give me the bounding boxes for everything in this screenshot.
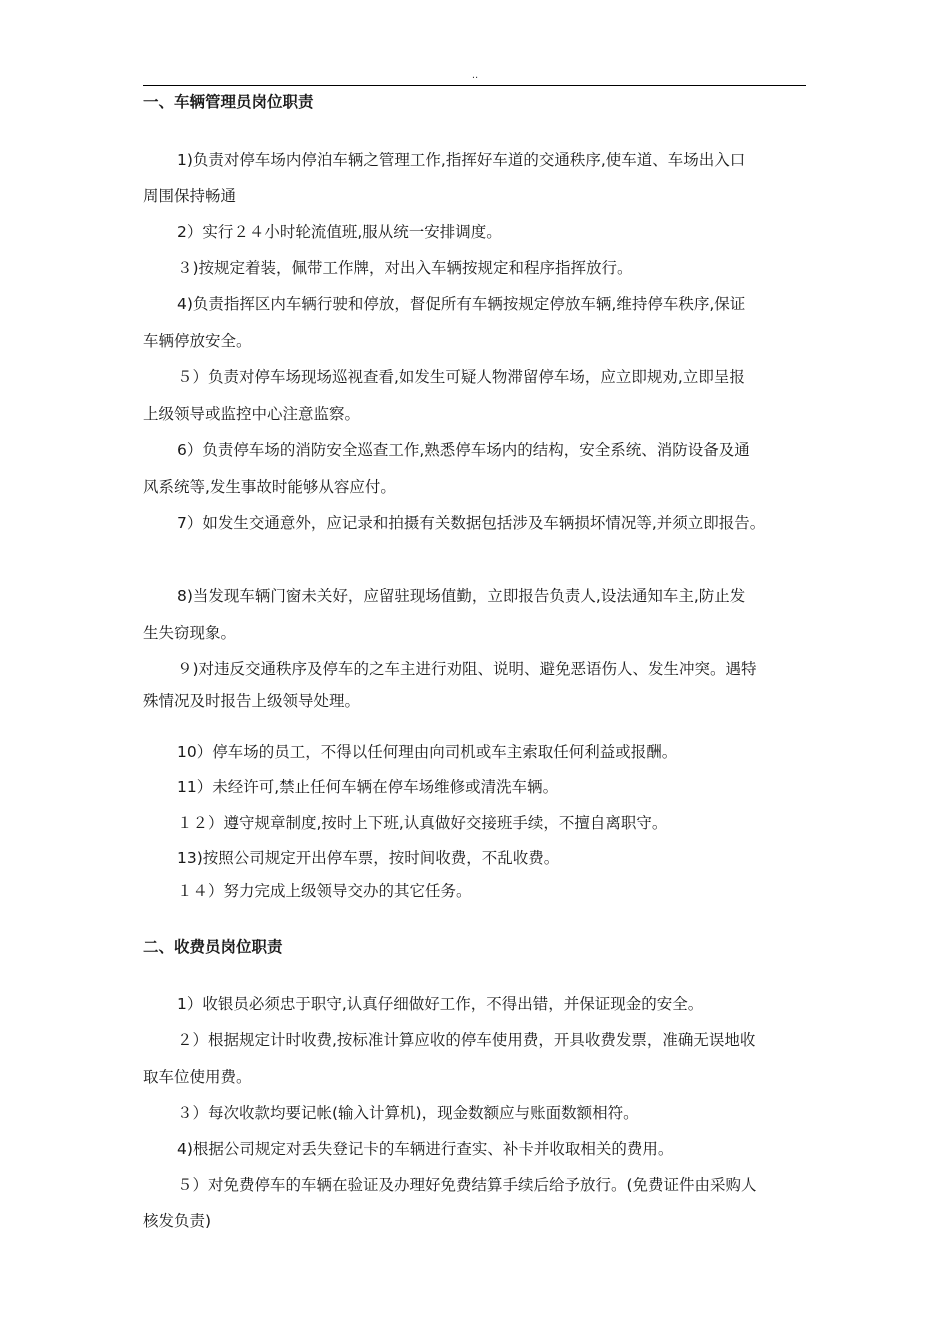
paragraph-line: 周围保持畅通	[143, 187, 237, 205]
paragraph-line: 上级领导或监控中心注意监察。	[143, 405, 361, 423]
paragraph-line: 4)根据公司规定对丢失登记卡的车辆进行查实、补卡并收取相关的费用。	[177, 1140, 674, 1158]
paragraph-line: 4)负责指挥区内车辆行驶和停放，督促所有车辆按规定停放车辆,维持停车秩序,保证	[177, 295, 746, 313]
paragraph-line: ５）对免费停车的车辆在验证及办理好免费结算手续后给予放行。(免费证件由采购人	[177, 1176, 757, 1194]
paragraph-line: 2）实行２４小时轮流值班,服从统一安排调度。	[177, 223, 502, 241]
paragraph-line: 7）如发生交通意外，应记录和拍摄有关数据包括涉及车辆损坏情况等,并须立即报告。	[177, 514, 766, 532]
header-rule	[143, 85, 806, 86]
paragraph-line: 殊情况及时报告上级领导处理。	[143, 692, 361, 710]
paragraph-line: ３）每次收款均要记帐(输入计算机)，现金数额应与账面数额相符。	[177, 1104, 639, 1122]
paragraph-line: 车辆停放安全。	[143, 332, 252, 350]
paragraph-line: 生失窃现象。	[143, 624, 237, 642]
paragraph-line: 核发负责)	[143, 1212, 212, 1230]
paragraph-line: 1)负责对停车场内停泊车辆之管理工作,指挥好车道的交通秩序,使车道、车场出入口	[177, 151, 746, 169]
paragraph-line: 取车位使用费。	[143, 1068, 252, 1086]
section2-heading: 二、收费员岗位职责	[143, 938, 283, 956]
paragraph-line: 10）停车场的员工，不得以任何理由向司机或车主索取任何利益或报酬。	[177, 743, 678, 761]
paragraph-line: 8)当发现车辆门窗未关好，应留驻现场值勤，立即报告负责人,设法通知车主,防止发	[177, 587, 746, 605]
paragraph-line: ３)按规定着装，佩带工作牌，对出入车辆按规定和程序指挥放行。	[177, 259, 633, 277]
paragraph-line: 1）收银员必须忠于职守,认真仔细做好工作，不得出错，并保证现金的安全。	[177, 995, 704, 1013]
paragraph-line: 11）未经许可,禁止任何车辆在停车场维修或清洗车辆。	[177, 778, 559, 796]
paragraph-line: １４）努力完成上级领导交办的其它任务。	[177, 882, 472, 900]
paragraph-line: 风系统等,发生事故时能够从容应付。	[143, 478, 396, 496]
paragraph-line: ５）负责对停车场现场巡视查看,如发生可疑人物滞留停车场，应立即规劝,立即呈报	[177, 368, 745, 386]
paragraph-line: １２）遵守规章制度,按时上下班,认真做好交接班手续，不擅自离职守。	[177, 814, 668, 832]
paragraph-line: 6）负责停车场的消防安全巡查工作,熟悉停车场内的结构，安全系统、消防设备及通	[177, 441, 750, 459]
paragraph-line: ２）根据规定计时收费,按标准计算应收的停车使用费，开具收费发票，准确无误地收	[177, 1031, 756, 1049]
section1-heading: 一、车辆管理员岗位职责	[143, 93, 314, 111]
paragraph-line: 13)按照公司规定开出停车票，按时间收费，不乱收费。	[177, 849, 560, 867]
paragraph-line: ９)对违反交通秩序及停车的之车主进行劝阻、说明、避免恶语伤人、发生冲突。遇特	[177, 660, 757, 678]
header-mark: ..	[471, 70, 479, 81]
